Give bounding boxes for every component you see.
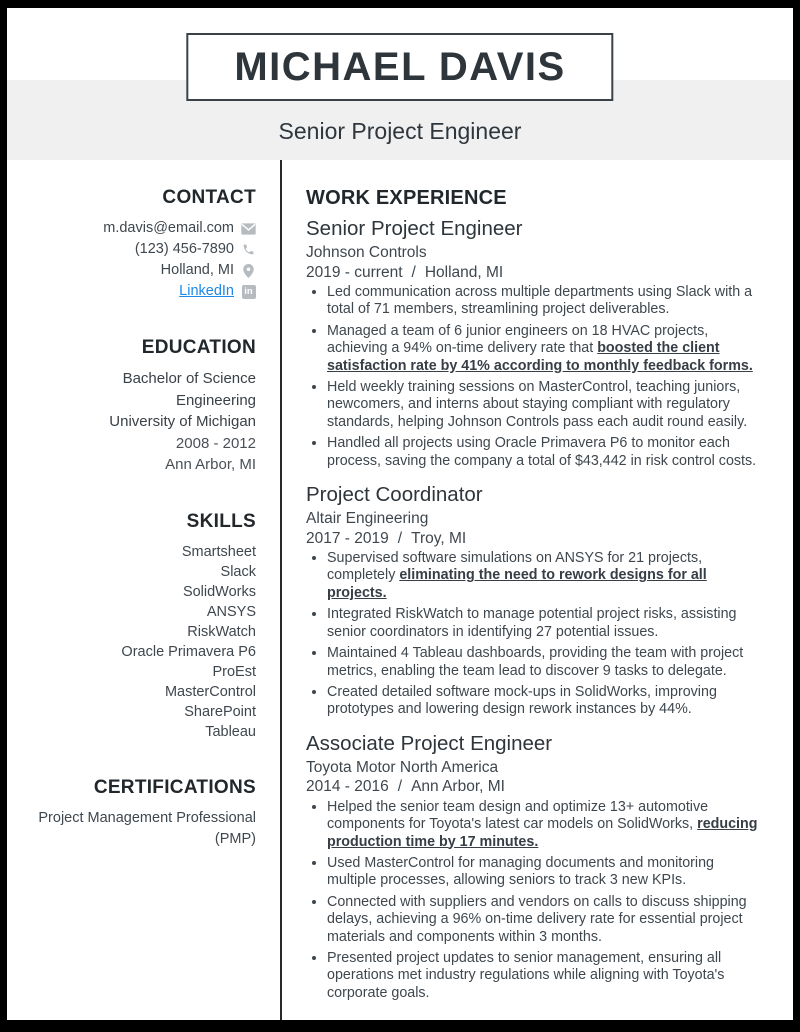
job-bullet [327, 379, 762, 431]
job-title: Project Coordinator [306, 483, 483, 507]
contact-email [17, 218, 256, 239]
skill-item: ProEst [212, 663, 256, 680]
resume-header [7, 8, 793, 160]
education-dates: 2008 - 2012 [175, 434, 256, 452]
jobs-list [306, 216, 762, 1002]
job-bullet-list [306, 799, 762, 1002]
work-experience-column [282, 160, 793, 1020]
job-company: Johnson Controls [306, 244, 427, 261]
job-bullet [327, 855, 762, 890]
job-location: Holland, MI [424, 263, 504, 281]
job-dates: 2014 - 2016 [306, 778, 389, 796]
job-bullet [327, 323, 762, 375]
job-entry [306, 216, 762, 470]
bullet-text: Led communication across multiple departments using Slack with a total of 71 members, streamlining project deliverables. [327, 284, 753, 318]
bullet-text: reducing production time by 17 minutes. [327, 816, 758, 850]
job-bullet-list [306, 550, 762, 719]
contact-section [17, 187, 256, 302]
skill-item: MasterControl [164, 683, 256, 700]
contact-heading: CONTACT [162, 187, 256, 208]
certifications-heading: CERTIFICATIONS [93, 776, 256, 798]
education-heading: EDUCATION [141, 337, 256, 358]
certifications-list [17, 808, 256, 850]
skill-item: Slack [220, 563, 256, 580]
bullet-text: Maintained 4 Tableau dashboards, providing the team with project metrics, enabling the team lead to discover 9 tasks to delegate. [327, 645, 744, 679]
meta-separator: / [397, 778, 403, 796]
location-icon [241, 263, 256, 278]
skills-section [17, 511, 256, 742]
linkedin-badge-glyph: in [242, 285, 256, 299]
job-meta [306, 777, 762, 797]
skill-item: ANSYS [206, 603, 256, 620]
education-section [17, 337, 256, 476]
bullet-text: Helped the senior team design and optimize 13+ automotive components for Toyota's latest car models on SolidWorks, [327, 798, 709, 833]
bullet-text: Supervised software simulations on ANSYS for 21 projects, completely [327, 550, 703, 584]
job-bullet [327, 284, 762, 319]
job-bullet [327, 550, 762, 602]
email-icon [241, 221, 256, 236]
education-location: Ann Arbor, MI [165, 456, 256, 473]
bullet-text: Presented project updates to senior management, ensuring all operations met industry regulations while aligning with Toyota's corporate goals. [327, 949, 725, 1001]
work-experience-heading: WORK EXPERIENCE [306, 187, 507, 209]
job-bullet-list [306, 284, 762, 470]
skills-list [17, 542, 256, 742]
skill-item: SolidWorks [182, 583, 256, 600]
job-bullet [327, 684, 762, 719]
education-degree: Bachelor of Science Engineering [122, 370, 256, 409]
skill-item: Smartsheet [181, 543, 256, 560]
job-bullet [327, 950, 762, 1002]
bullet-text: Managed a team of 6 junior engineers on 18 HVAC projects, achieving a 94% on-time delivery rate that [327, 322, 709, 357]
contact-phone-value: (123) 456-7890 [134, 241, 234, 257]
contact-location-value: Holland, MI [160, 262, 234, 278]
job-location: Ann Arbor, MI [411, 778, 505, 796]
person-name: MICHAEL DAVIS [234, 45, 566, 89]
bullet-text: Held weekly training sessions on MasterControl, teaching juniors, newcomers, and interns about staying compliant with regulatory standards, helping Johnson Controls pass each audit round easily. [327, 379, 748, 430]
name-box [186, 33, 613, 101]
job-location: Troy, MI [411, 529, 467, 547]
job-meta [306, 529, 762, 549]
bullet-text: Integrated RiskWatch to manage potential project risks, assisting senior coordinators in identifying 27 potential issues. [327, 606, 737, 640]
skill-item: SharePoint [184, 703, 256, 720]
certifications-section [17, 777, 256, 850]
contact-linkedin [17, 281, 256, 302]
job-bullet [327, 435, 762, 470]
contact-email-value: m.davis@email.com [103, 220, 234, 236]
contact-phone [17, 239, 256, 260]
job-bullet [327, 894, 762, 946]
certification-item: Project Management Professional (PMP) [38, 809, 256, 847]
meta-separator: / [397, 529, 403, 547]
job-dates: 2017 - 2019 [306, 529, 389, 547]
bullet-text: boosted the client satisfaction rate by 41% according to monthly feedback forms. [327, 340, 753, 374]
bullet-text: eliminating the need to rework designs for all projects. [327, 567, 707, 601]
phone-icon [241, 242, 256, 257]
linkedin-link[interactable]: LinkedIn [179, 283, 234, 299]
person-title: Senior Project Engineer [278, 118, 522, 144]
job-bullet [327, 799, 762, 851]
sidebar [7, 160, 282, 1020]
meta-separator: / [411, 263, 416, 281]
job-company: Toyota Motor North America [306, 758, 499, 776]
contact-location [17, 260, 256, 281]
job-company: Altair Engineering [306, 510, 429, 528]
job-entry [306, 731, 762, 1002]
content-columns [7, 160, 793, 1020]
job-meta [306, 263, 762, 283]
bullet-text: Handled all projects using Oracle Primavera P6 to monitor each process, saving the company a total of $43,442 in risk control costs. [327, 435, 757, 469]
job-title: Senior Project Engineer [306, 217, 523, 240]
job-entry [306, 482, 762, 719]
job-bullet [327, 606, 762, 641]
skills-heading: SKILLS [186, 510, 256, 532]
skill-item: Oracle Primavera P6 [121, 643, 256, 660]
job-dates: 2019 - current [306, 263, 403, 281]
bullet-text: Created detailed software mock-ups in SolidWorks, improving prototypes and lowering design rework instances by 44%. [327, 683, 717, 718]
bullet-text: Connected with suppliers and vendors on calls to discuss shipping delays, achieving a 96% on-time delivery rate for essential project materials and components within 3 months. [327, 893, 747, 945]
job-bullet [327, 645, 762, 680]
linkedin-icon [241, 284, 256, 299]
skill-item: Tableau [205, 723, 256, 740]
skill-item: RiskWatch [187, 623, 256, 640]
education-school: University of Michigan [109, 413, 256, 430]
bullet-text: Used MasterControl for managing documents and monitoring multiple processes, allowing seniors to track 3 new KPIs. [327, 854, 715, 889]
job-title: Associate Project Engineer [306, 731, 553, 755]
